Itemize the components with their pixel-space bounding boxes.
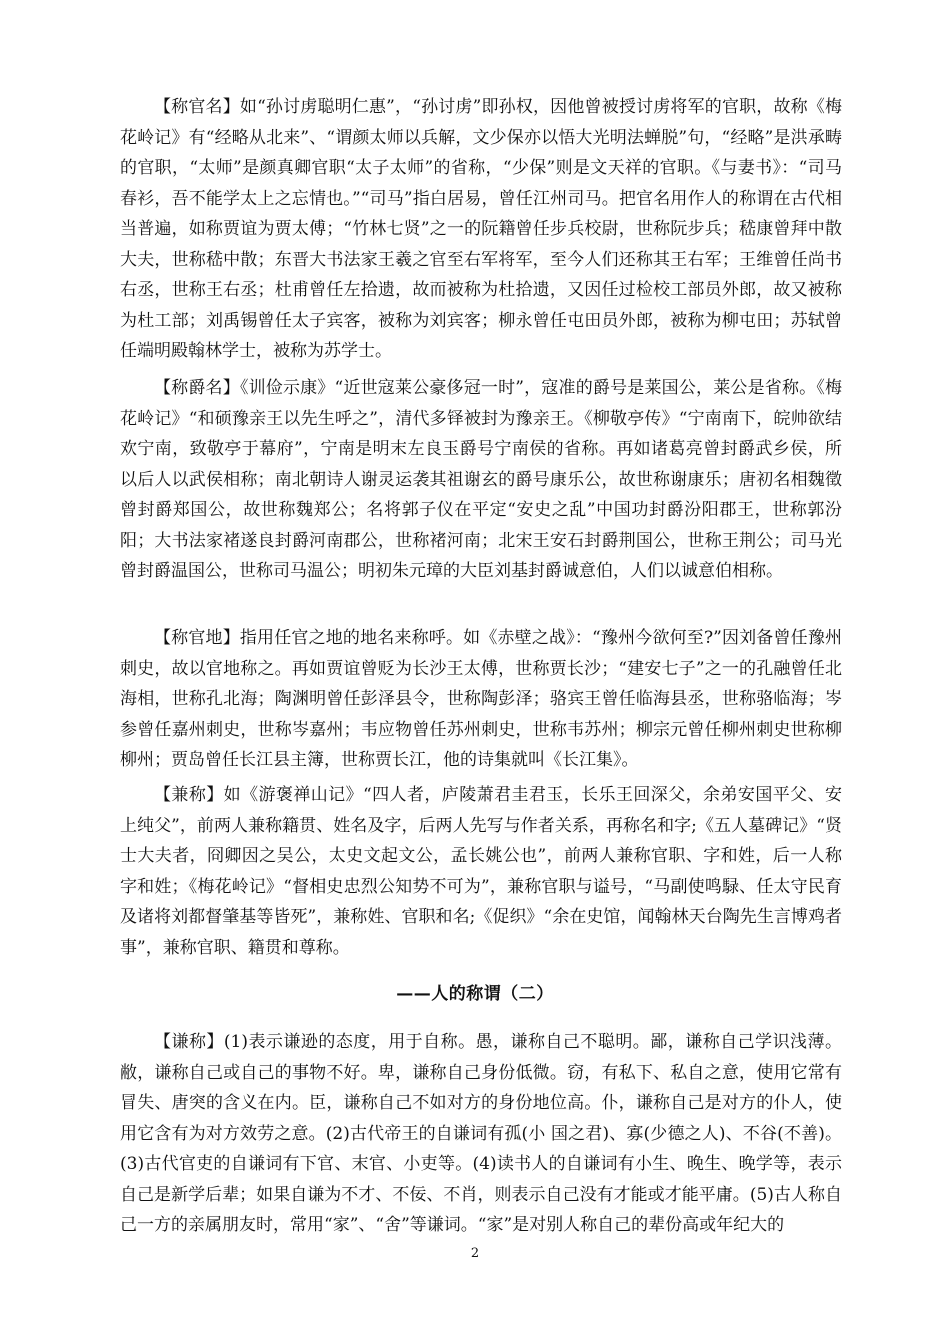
paragraph-noble-title (120, 373, 842, 587)
paragraph-official-title (120, 92, 842, 367)
paragraph-text: 如《游褒禅山记》“四人者，庐陵萧君圭君玉，长乐王回深父，余弟安国平父、安上纯父”，前两人兼称籍贯、姓名及字，后两人先写与作者关系，再称名和字;《五人墓碑记》“贤士大夫者，冏卿因之吴公，太史文起文公，孟长姚公也”，前两人兼称官职、字和姓，后一人称字和姓；《梅花岭记》“督相史忠烈公知势不可为”，兼称官职与谥号，“马副使鸣騄、任太守民育及诸将刘都督肇基等皆死”，兼称姓、官职和名;《促织》“余在史馆，闻翰林天台陶先生言博鸡者事”，兼称官职、籍贯和尊称。 (120, 785, 842, 958)
paragraph-text: 《训俭示康》“近世寇莱公豪侈冠一时”，寇准的爵号是莱国公，莱公是省称。《梅花岭记》“和硕豫亲王以先生呼之”，清代多铎被封为豫亲王。《柳敬亭传》“宁南南下，皖帅欲结欢宁南，致敬亭于幕府”，宁南是明末左良玉爵号宁南侯的省称。再如诸葛亮曾封爵武乡侯，所以后人以武侯相称；南北朝诗人谢灵运袭其祖谢玄的爵号康乐公，故世称谢康乐；唐初名相魏徵曾封爵郑国公，故世称魏郑公；名将郭子仪在平定“安史之乱”中国功封爵汾阳郡王，世称郭汾阳；大书法家褚遂良封爵河南郡公，世称褚河南；北宋王安石封爵荆国公，世称王荆公；司马光曾封爵温国公，世称司马温公；明初朱元璋的大臣刘基封爵诚意伯，人们以诚意伯相称。 (120, 378, 842, 581)
paragraph-text: 指用任官之地的地名来称呼。如《赤壁之战》：“豫州今欲何至?”因刘备曾任豫州刺史，故以官地称之。再如贾谊曾贬为长沙王太傅，世称贾长沙；“建安七子”之一的孔融曾任北海相，世称孔北海；陶渊明曾任彭泽县令，世称陶彭泽；骆宾王曾任临海县丞，世称骆临海；岑参曾任嘉州刺史，世称岑嘉州；韦应物曾任苏州刺史，世称韦苏州；柳宗元曾任柳州刺史世称柳柳州；贾岛曾任长江县主簿，世称贾长江，他的诗集就叫《长江集》。 (120, 628, 842, 770)
paragraph-text: (1)表示谦逊的态度，用于自称。愚，谦称自己不聪明。鄙，谦称自己学识浅薄。敝，谦称自己或自己的事物不好。卑，谦称自己身份低微。窃，有私下、私自之意，使用它常有冒失、唐突的含义在内。臣，谦称自己不如对方的身份地位高。仆，谦称自己是对方的仆人，使用它含有为对方效劳之意。(2)古代帝王的自谦词有孤(小 国之君)、寡(少德之人)、不谷(不善)。(3)古代官吏的自谦词有下官、末官、小吏等。(4)读书人的自谦词有小生、晚生、晚学等，表示自己是新学后辈；如果自谦为不才、不佞、不肖，则表示自己没有才能或才能平庸。(5)古人称自己一方的亲属朋友时，常用“家”、“舍”等谦词。“家”是对别人称自己的辈份高或年纪大的 (120, 1032, 842, 1235)
paragraph-text: 如“孙讨虏聪明仁惠”，“孙讨虏”即孙权，因他曾被授讨虏将军的官职，故称《梅花岭记》有“经略从北来”、“谓颜太师以兵解，文少保亦以悟大光明法蝉脱”句，“经略”是洪承畴的官职，“太师”是颜真卿官职“太子太师”的省称，“少保”则是文天祥的官职。《与妻书》：“司马春衫，吾不能学太上之忘情也。”“司马”指白居易，曾任江州司马。把官名用作人的称谓在古代相当普遍，如称贾谊为贾太傅；“竹林七贤”之一的阮籍曾任步兵校尉，世称阮步兵；嵇康曾拜中散大夫，世称嵇中散；东晋大书法家王羲之官至右军将军，至今人们还称其王右军；王维曾任尚书右丞，世称王右丞；杜甫曾任左拾遗，故而被称为杜拾遗，又因任过检校工部员外郎，故又被称为杜工部；刘禹锡曾任太子宾客，被称为刘宾客；柳永曾任屯田员外郎，被称为柳屯田；苏轼曾任端明殿翰林学士，被称为苏学士。 (120, 97, 843, 361)
paragraph-tag: 【称官地】 (154, 628, 240, 648)
paragraph-tag: 【称爵名】 (154, 378, 240, 398)
section-heading: ——人的称谓（二） (396, 984, 554, 1004)
paragraph-humble-title (120, 1027, 842, 1241)
page-number: 2 (470, 1246, 480, 1261)
paragraph-tag: 【称官名】 (154, 97, 240, 117)
paragraph-tag: 【兼称】 (154, 785, 224, 805)
paragraph-office-place (120, 623, 842, 776)
paragraph-tag: 【谦称】 (154, 1032, 224, 1052)
paragraph-combined-title (120, 780, 842, 963)
